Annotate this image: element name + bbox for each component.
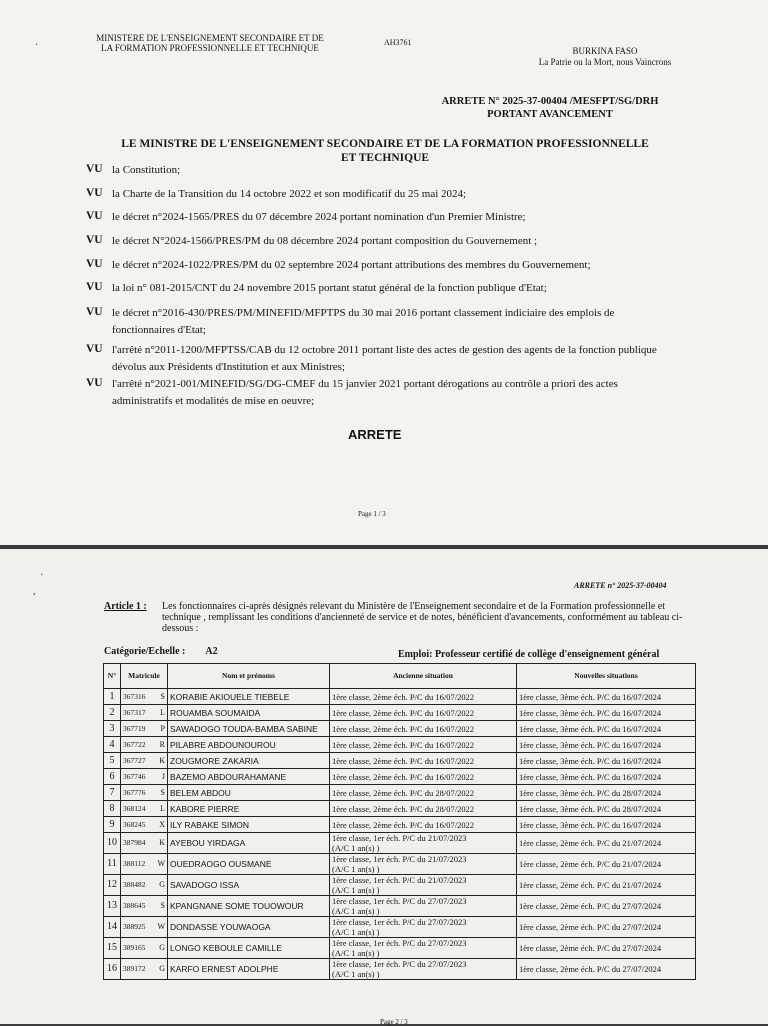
employee-name: PILABRE ABDOUNOUROU (168, 737, 330, 753)
vu-text: la Constitution; (112, 164, 181, 176)
matricule: 367776 (123, 787, 146, 797)
old-situation-line: 1ère classe, 2ème éch. P/C du 16/07/2022 (332, 691, 475, 702)
vu-keyword: VU (86, 281, 103, 293)
old-situation-line: 1ère classe, 1er éch. P/C du 27/07/2023 (332, 938, 467, 948)
row-number: 3 (104, 721, 121, 737)
employee-name: KABORE PIERRE (168, 801, 330, 817)
employee-name: ILY RABAKE SIMON (168, 817, 330, 833)
vu-text: le décret n°2016-430/PRES/PM/MINEFID/MFPTPS du 30 mai 2016 portant classement indiciaire des emplois de fonctionnaires d'Etat; (112, 307, 615, 336)
vu-keyword: VU (86, 163, 103, 175)
vu-keyword: VU (86, 210, 103, 222)
new-situation: 1ère classe, 2ème éch. P/C du 21/07/2024 (517, 833, 696, 854)
table-row (104, 801, 696, 817)
matricule: 367316 (123, 691, 146, 701)
old-situation-line: 1ère classe, 2ème éch. P/C du 16/07/2022 (332, 739, 475, 750)
country-header (530, 46, 680, 68)
row-number: 7 (104, 785, 121, 801)
matricule: 388925 (123, 922, 146, 931)
category-value: A2 (205, 646, 218, 657)
vu-keyword: VU (86, 258, 103, 270)
arrete-title (380, 95, 720, 121)
new-situation: 1ère classe, 3ème éch. P/C du 16/07/2024 (517, 705, 696, 721)
matricule-letter: K (159, 755, 165, 765)
old-situation-seniority: (A/C 1 an(s) ) (332, 906, 380, 916)
matricule: 389165 (123, 943, 146, 952)
old-situation-line: 1ère classe, 2ème éch. P/C du 28/07/2022 (332, 787, 475, 798)
vu-text: l'arrêté n°2011-1200/MFPTSS/CAB du 12 octobre 2011 portant liste des actes de gestion des agents de la fonction publique dévolus aux Présidents d'Institution et aux Ministres; (112, 344, 657, 373)
country-name: BURKINA FASO (572, 46, 638, 56)
old-situation (330, 753, 517, 769)
matricule-cell (121, 737, 168, 753)
matricule-cell (121, 896, 168, 917)
matricule-letter: W (157, 922, 165, 931)
table-row (104, 833, 696, 854)
old-situation-seniority: (A/C 1 an(s) ) (332, 843, 380, 853)
employee-name: KORABIE AKIOUELE TIEBELE (168, 689, 330, 705)
scan-mark: · (35, 40, 39, 51)
row-number: 6 (104, 769, 121, 785)
new-situation: 1ère classe, 3ème éch. P/C du 16/07/2024 (517, 769, 696, 785)
table-row (104, 785, 696, 801)
table-row (104, 938, 696, 959)
col-header-number: N° (104, 664, 121, 689)
col-header-matricule: Matricule (121, 664, 168, 689)
old-situation (330, 854, 517, 875)
table-row (104, 817, 696, 833)
new-situation: 1ère classe, 3ème éch. P/C du 16/07/2024 (517, 737, 696, 753)
table-row (104, 721, 696, 737)
old-situation-line: 1ère classe, 2ème éch. P/C du 28/07/2022 (332, 803, 475, 814)
matricule-cell (121, 801, 168, 817)
old-situation-line: 1ère classe, 2ème éch. P/C du 16/07/2022 (332, 707, 475, 718)
old-situation (330, 917, 517, 938)
old-situation-line: 1ère classe, 1er éch. P/C du 27/07/2023 (332, 896, 467, 906)
old-situation-line: 1ère classe, 2ème éch. P/C du 16/07/2022 (332, 819, 475, 830)
matricule: 368124 (123, 803, 146, 813)
old-situation-line: 1ère classe, 2ème éch. P/C du 16/07/2022 (332, 723, 475, 734)
new-situation: 1ère classe, 3ème éch. P/C du 16/07/2024 (517, 721, 696, 737)
old-situation (330, 769, 517, 785)
table-row (104, 854, 696, 875)
matricule-letter: G (159, 943, 165, 952)
matricule-letter: G (159, 880, 165, 889)
row-number: 4 (104, 737, 121, 753)
employee-name: LONGO KEBOULE CAMILLE (168, 938, 330, 959)
matricule-letter: S (160, 787, 165, 797)
old-situation (330, 817, 517, 833)
table-row (104, 875, 696, 896)
old-situation-line: 1ère classe, 2ème éch. P/C du 16/07/2022 (332, 771, 475, 782)
old-situation-seniority: (A/C 1 an(s) ) (332, 885, 380, 895)
vu-keyword: VU (86, 377, 103, 389)
matricule-cell (121, 769, 168, 785)
employee-name: SAVADOGO ISSA (168, 875, 330, 896)
vu-keyword: VU (86, 306, 103, 318)
matricule: 368245 (123, 819, 146, 829)
article-text: Les fonctionnaires ci-après désignés relevant du Ministère de l'Enseignement secondaire et de la Formation professionnelle et technique , remplissant les conditions d'ancienneté de service et de notes, bénéficient d'avancements, conformément au tableau ci-dessous : (162, 601, 683, 634)
new-situation: 1ère classe, 2ème éch. P/C du 21/07/2024 (517, 854, 696, 875)
old-situation-seniority: (A/C 1 an(s) ) (332, 927, 380, 937)
row-number: 9 (104, 817, 121, 833)
old-situation-line: 1ère classe, 1er éch. P/C du 27/07/2023 (332, 959, 467, 969)
table-row (104, 737, 696, 753)
col-header-name: Nom et prénoms (168, 664, 330, 689)
table-header-row (104, 664, 696, 689)
arrete-reference: ARRETE n° 2025-37-00404 (574, 581, 667, 590)
row-number: 11 (104, 854, 121, 875)
new-situation: 1ère classe, 3ème éch. P/C du 28/07/2024 (517, 785, 696, 801)
old-situation (330, 896, 517, 917)
category (104, 646, 218, 657)
article-label: Article 1 : (104, 601, 147, 612)
table-row (104, 769, 696, 785)
col-header-old-situation: Ancienne situation (330, 664, 517, 689)
matricule-cell (121, 917, 168, 938)
old-situation-seniority: (A/C 1 an(s) ) (332, 948, 380, 958)
matricule-letter: L (160, 707, 165, 717)
arrete-number: ARRETE N° 2025-37-00404 /MESFPT/SG/DRH (441, 96, 659, 107)
vu-text: le décret N°2024-1566/PRES/PM du 08 décembre 2024 portant composition du Gouvernement ; (112, 235, 538, 247)
table-row (104, 753, 696, 769)
vu-text: l'arrêté n°2021-001/MINEFID/SG/DG-CMEF du 15 janvier 2021 portant dérogations au contrôle a priori des actes administratifs et modalités de mise en oeuvre; (112, 378, 618, 407)
row-number: 8 (104, 801, 121, 817)
new-situation: 1ère classe, 2ème éch. P/C du 27/07/2024 (517, 896, 696, 917)
employee-name: BAZEMO ABDOURAHAMANE (168, 769, 330, 785)
matricule-letter: R (159, 739, 165, 749)
matricule: 367746 (123, 771, 146, 781)
matricule: 367317 (123, 707, 146, 717)
new-situation: 1ère classe, 2ème éch. P/C du 27/07/2024 (517, 959, 696, 980)
row-number: 1 (104, 689, 121, 705)
new-situation: 1ère classe, 2ème éch. P/C du 27/07/2024 (517, 917, 696, 938)
category-label: Catégorie/Echelle : (104, 646, 186, 657)
old-situation-line: 1ère classe, 1er éch. P/C du 21/07/2023 (332, 854, 467, 864)
row-number: 5 (104, 753, 121, 769)
matricule-cell (121, 959, 168, 980)
emploi-title: Emploi: Professeur certifié de collège d'enseignement général (398, 649, 660, 660)
matricule-letter: G (159, 964, 165, 973)
old-situation (330, 705, 517, 721)
table-row (104, 689, 696, 705)
national-motto: La Patrie ou la Mort, nous Vaincrons (538, 57, 672, 67)
employee-name: BELEM ABDOU (168, 785, 330, 801)
matricule-letter: X (159, 819, 165, 829)
row-number: 15 (104, 938, 121, 959)
row-number: 16 (104, 959, 121, 980)
matricule-cell (121, 689, 168, 705)
matricule-cell (121, 753, 168, 769)
row-number: 2 (104, 705, 121, 721)
table-row (104, 959, 696, 980)
new-situation: 1ère classe, 3ème éch. P/C du 16/07/2024 (517, 753, 696, 769)
matricule: 387984 (123, 838, 146, 847)
old-situation (330, 785, 517, 801)
table-row (104, 917, 696, 938)
scan-mark: · (40, 570, 44, 581)
matricule-cell (121, 721, 168, 737)
old-situation-line: 1ère classe, 2ème éch. P/C du 16/07/2022 (332, 755, 475, 766)
matricule-cell (121, 833, 168, 854)
reference-code: AH3761 (384, 38, 412, 47)
page-footer: Page 1 / 3 (358, 510, 386, 518)
employee-name: ZOUGMORE ZAKARIA (168, 753, 330, 769)
matricule: 367719 (123, 723, 146, 733)
arrete-subject: PORTANT AVANCEMENT (487, 109, 613, 120)
matricule: 389172 (123, 964, 146, 973)
matricule-letter: J (161, 771, 165, 781)
matricule: 388645 (123, 901, 146, 910)
arrete-heading: ARRETE (348, 427, 402, 442)
vu-keyword: VU (86, 343, 103, 355)
scan-mark: , (33, 586, 36, 597)
matricule-letter: S (160, 691, 165, 701)
old-situation (330, 875, 517, 896)
vu-text: la loi n° 081-2015/CNT du 24 novembre 2015 portant statut général de la fonction publique d'Etat; (112, 282, 547, 294)
matricule-letter: W (157, 859, 165, 868)
vu-keyword: VU (86, 234, 103, 246)
matricule-letter: L (160, 803, 165, 813)
employee-name: KARFO ERNEST ADOLPHE (168, 959, 330, 980)
matricule-cell (121, 817, 168, 833)
matricule-cell (121, 854, 168, 875)
old-situation (330, 938, 517, 959)
vu-text: la Charte de la Transition du 14 octobre 2022 et son modificatif du 25 mai 2024; (112, 188, 467, 200)
row-number: 12 (104, 875, 121, 896)
matricule-cell (121, 785, 168, 801)
new-situation: 1ère classe, 3ème éch. P/C du 28/07/2024 (517, 801, 696, 817)
matricule: 388482 (123, 880, 146, 889)
old-situation (330, 833, 517, 854)
matricule-letter: S (160, 901, 165, 910)
employee-name: AYEBOU YIRDAGA (168, 833, 330, 854)
page-footer: Page 2 / 3 (380, 1018, 408, 1026)
employee-name: OUEDRAOGO OUSMANE (168, 854, 330, 875)
vu-text: le décret n°2024-1565/PRES du 07 décembre 2024 portant nomination d'un Premier Ministre; (112, 211, 526, 223)
vu-text: le décret n°2024-1022/PRES/PM du 02 septembre 2024 portant attributions des membres du Gouvernement; (112, 259, 591, 271)
old-situation-line: 1ère classe, 1er éch. P/C du 21/07/2023 (332, 833, 467, 843)
minister-title: LE MINISTRE DE L'ENSEIGNEMENT SECONDAIRE ET DE LA FORMATION PROFESSIONNELLE ET TECHNIQUE (121, 138, 649, 164)
old-situation (330, 737, 517, 753)
matricule-letter: K (159, 838, 165, 847)
employee-name: ROUAMBA SOUMAIDA (168, 705, 330, 721)
new-situation: 1ère classe, 2ème éch. P/C du 21/07/2024 (517, 875, 696, 896)
employee-name: KPANGNANE SOME TOUOWOUR (168, 896, 330, 917)
old-situation (330, 721, 517, 737)
matricule-cell (121, 705, 168, 721)
new-situation: 1ère classe, 3ème éch. P/C du 16/07/2024 (517, 817, 696, 833)
old-situation-line: 1ère classe, 1er éch. P/C du 21/07/2023 (332, 875, 467, 885)
old-situation-line: 1ère classe, 1er éch. P/C du 27/07/2023 (332, 917, 467, 927)
matricule: 367722 (123, 739, 146, 749)
employee-name: SAWADOGO TOUDA-BAMBA SABINE (168, 721, 330, 737)
old-situation (330, 801, 517, 817)
row-number: 14 (104, 917, 121, 938)
employee-name: DONDASSE YOUWAOGA (168, 917, 330, 938)
row-number: 10 (104, 833, 121, 854)
matricule-letter: P (160, 723, 165, 733)
old-situation (330, 959, 517, 980)
vu-keyword: VU (86, 187, 103, 199)
ministry-header: MINISTERE DE L'ENSEIGNEMENT SECONDAIRE ET DE LA FORMATION PROFESSIONNELLE ET TECHNIQUE (96, 33, 324, 53)
col-header-new-situation: Nouvelles situations (517, 664, 696, 689)
matricule-cell (121, 875, 168, 896)
advancement-table (103, 663, 696, 980)
matricule: 367727 (123, 755, 146, 765)
old-situation (330, 689, 517, 705)
row-number: 13 (104, 896, 121, 917)
new-situation: 1ère classe, 3ème éch. P/C du 16/07/2024 (517, 689, 696, 705)
matricule-cell (121, 938, 168, 959)
table-row (104, 705, 696, 721)
old-situation-seniority: (A/C 1 an(s) ) (332, 969, 380, 979)
old-situation-seniority: (A/C 1 an(s) ) (332, 864, 380, 874)
new-situation: 1ère classe, 2ème éch. P/C du 27/07/2024 (517, 938, 696, 959)
matricule: 388112 (123, 859, 146, 868)
table-row (104, 896, 696, 917)
